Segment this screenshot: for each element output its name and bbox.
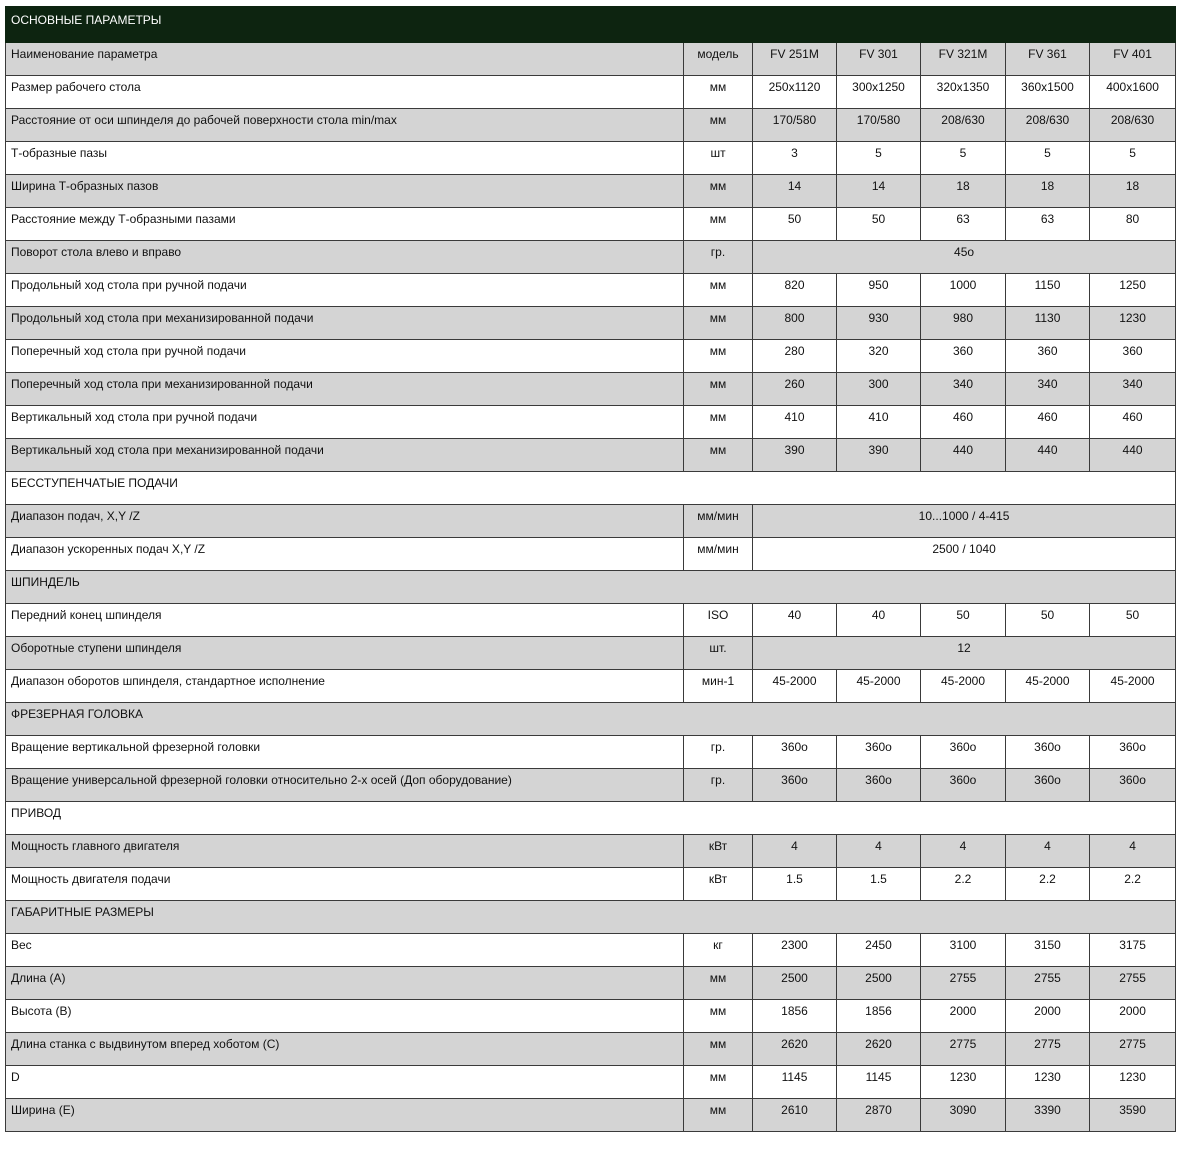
param-name: Оборотные ступени шпинделя bbox=[6, 637, 684, 670]
header-model: FV 401 bbox=[1090, 43, 1176, 76]
param-value: 360о bbox=[1006, 769, 1090, 802]
param-value: 2000 bbox=[921, 1000, 1006, 1033]
param-unit: мм bbox=[684, 274, 753, 307]
param-unit: мм bbox=[684, 208, 753, 241]
section-header-row bbox=[6, 802, 1176, 835]
param-unit: шт bbox=[684, 142, 753, 175]
param-unit: мм bbox=[684, 1033, 753, 1066]
table-row bbox=[6, 835, 1176, 868]
param-value: 3150 bbox=[1006, 934, 1090, 967]
param-name: Диапазон подач, X,Y /Z bbox=[6, 505, 684, 538]
table-row bbox=[6, 505, 1176, 538]
param-value: 360о bbox=[1006, 736, 1090, 769]
header-row bbox=[6, 43, 1176, 76]
param-value: 50 bbox=[1006, 604, 1090, 637]
param-value: 440 bbox=[921, 439, 1006, 472]
param-value: 208/630 bbox=[1090, 109, 1176, 142]
section-header-row bbox=[6, 703, 1176, 736]
param-unit: гр. bbox=[684, 769, 753, 802]
param-value: 2755 bbox=[1006, 967, 1090, 1000]
param-value: 45-2000 bbox=[837, 670, 921, 703]
spec-table-container bbox=[5, 6, 1175, 1132]
param-value: 360о bbox=[921, 769, 1006, 802]
table-row bbox=[6, 406, 1176, 439]
param-value: 2500 bbox=[837, 967, 921, 1000]
param-value: 2610 bbox=[753, 1099, 837, 1132]
table-row bbox=[6, 1000, 1176, 1033]
param-unit: мм bbox=[684, 340, 753, 373]
spec-table-body bbox=[6, 7, 1176, 1132]
param-value: 360о bbox=[921, 736, 1006, 769]
param-value: 820 bbox=[753, 274, 837, 307]
param-name: Передний конец шпинделя bbox=[6, 604, 684, 637]
table-row bbox=[6, 109, 1176, 142]
table-row bbox=[6, 1099, 1176, 1132]
param-name: Вертикальный ход стола при ручной подачи bbox=[6, 406, 684, 439]
param-value: 3175 bbox=[1090, 934, 1176, 967]
param-unit: мм bbox=[684, 406, 753, 439]
param-value: 208/630 bbox=[1006, 109, 1090, 142]
param-value: 410 bbox=[837, 406, 921, 439]
table-row bbox=[6, 439, 1176, 472]
param-value: 950 bbox=[837, 274, 921, 307]
section-title: ШПИНДЕЛЬ bbox=[6, 571, 1176, 604]
param-value: 3100 bbox=[921, 934, 1006, 967]
param-name: Вертикальный ход стола при механизированной подачи bbox=[6, 439, 684, 472]
table-row bbox=[6, 175, 1176, 208]
param-value: 63 bbox=[921, 208, 1006, 241]
param-unit: мм bbox=[684, 109, 753, 142]
param-value: 460 bbox=[1090, 406, 1176, 439]
param-value: 2775 bbox=[1090, 1033, 1176, 1066]
header-model: FV 361 bbox=[1006, 43, 1090, 76]
param-value: 170/580 bbox=[753, 109, 837, 142]
param-value: 80 bbox=[1090, 208, 1176, 241]
param-value: 320 bbox=[837, 340, 921, 373]
table-row bbox=[6, 934, 1176, 967]
param-value: 440 bbox=[1006, 439, 1090, 472]
table-row bbox=[6, 208, 1176, 241]
param-value: 5 bbox=[1006, 142, 1090, 175]
param-value: 1150 bbox=[1006, 274, 1090, 307]
table-row bbox=[6, 1066, 1176, 1099]
param-value: 460 bbox=[1006, 406, 1090, 439]
param-unit: мин-1 bbox=[684, 670, 753, 703]
param-value: 390 bbox=[753, 439, 837, 472]
param-value: 360о bbox=[1090, 736, 1176, 769]
param-value: 1230 bbox=[1090, 1066, 1176, 1099]
param-value: 45-2000 bbox=[1006, 670, 1090, 703]
section-title: ПРИВОД bbox=[6, 802, 1176, 835]
param-value: 800 bbox=[753, 307, 837, 340]
param-name: Вращение универсальной фрезерной головки относительно 2-х осей (Доп оборудование) bbox=[6, 769, 684, 802]
header-param: Наименование параметра bbox=[6, 43, 684, 76]
param-value: 2775 bbox=[1006, 1033, 1090, 1066]
param-value: 360x1500 bbox=[1006, 76, 1090, 109]
param-name: Мощность двигателя подачи bbox=[6, 868, 684, 901]
param-value: 50 bbox=[753, 208, 837, 241]
table-row bbox=[6, 967, 1176, 1000]
param-unit: кг bbox=[684, 934, 753, 967]
table-row bbox=[6, 142, 1176, 175]
param-value: 2775 bbox=[921, 1033, 1006, 1066]
param-name: Высота (В) bbox=[6, 1000, 684, 1033]
table-row bbox=[6, 604, 1176, 637]
param-name: Т-образные пазы bbox=[6, 142, 684, 175]
param-value: 1000 bbox=[921, 274, 1006, 307]
param-name: Длина (А) bbox=[6, 967, 684, 1000]
section-header-row bbox=[6, 901, 1176, 934]
param-value: 360о bbox=[837, 736, 921, 769]
param-value: 208/630 bbox=[921, 109, 1006, 142]
table-row bbox=[6, 868, 1176, 901]
param-unit: мм/мин bbox=[684, 505, 753, 538]
param-unit: мм bbox=[684, 439, 753, 472]
section-header-row bbox=[6, 571, 1176, 604]
param-value: 280 bbox=[753, 340, 837, 373]
param-value-merged: 10...1000 / 4-415 bbox=[753, 505, 1176, 538]
param-value: 930 bbox=[837, 307, 921, 340]
param-value: 4 bbox=[753, 835, 837, 868]
param-value: 440 bbox=[1090, 439, 1176, 472]
section-title: БЕССТУПЕНЧАТЫЕ ПОДАЧИ bbox=[6, 472, 1176, 505]
param-value: 3090 bbox=[921, 1099, 1006, 1132]
param-value: 14 bbox=[837, 175, 921, 208]
param-value: 2620 bbox=[753, 1033, 837, 1066]
param-value-merged: 45о bbox=[753, 241, 1176, 274]
param-value: 2870 bbox=[837, 1099, 921, 1132]
param-name: Длина станка с выдвинутом вперед хоботом (С) bbox=[6, 1033, 684, 1066]
param-value: 1250 bbox=[1090, 274, 1176, 307]
param-value: 2620 bbox=[837, 1033, 921, 1066]
param-value: 5 bbox=[921, 142, 1006, 175]
param-value: 50 bbox=[837, 208, 921, 241]
param-value: 45-2000 bbox=[753, 670, 837, 703]
param-unit: мм bbox=[684, 1099, 753, 1132]
param-value: 3 bbox=[753, 142, 837, 175]
param-value: 390 bbox=[837, 439, 921, 472]
param-name: Диапазон ускоренных подач X,Y /Z bbox=[6, 538, 684, 571]
section-title: ГАБАРИТНЫЕ РАЗМЕРЫ bbox=[6, 901, 1176, 934]
param-value: 400x1600 bbox=[1090, 76, 1176, 109]
param-value: 360о bbox=[837, 769, 921, 802]
param-value: 1230 bbox=[921, 1066, 1006, 1099]
param-value: 2.2 bbox=[921, 868, 1006, 901]
header-unit: модель bbox=[684, 43, 753, 76]
table-row bbox=[6, 736, 1176, 769]
table-row bbox=[6, 274, 1176, 307]
param-name: Поперечный ход стола при механизированной подачи bbox=[6, 373, 684, 406]
param-value: 14 bbox=[753, 175, 837, 208]
param-value: 50 bbox=[921, 604, 1006, 637]
param-value: 250x1120 bbox=[753, 76, 837, 109]
param-value: 1130 bbox=[1006, 307, 1090, 340]
param-name: D bbox=[6, 1066, 684, 1099]
param-value: 980 bbox=[921, 307, 1006, 340]
param-value: 4 bbox=[1090, 835, 1176, 868]
param-unit: ISO bbox=[684, 604, 753, 637]
param-value: 2.2 bbox=[1006, 868, 1090, 901]
header-model: FV 251M bbox=[753, 43, 837, 76]
param-value: 2300 bbox=[753, 934, 837, 967]
param-value: 4 bbox=[921, 835, 1006, 868]
param-value: 2755 bbox=[921, 967, 1006, 1000]
param-name: Размер рабочего стола bbox=[6, 76, 684, 109]
param-value: 360о bbox=[753, 769, 837, 802]
table-row bbox=[6, 76, 1176, 109]
param-value: 18 bbox=[1006, 175, 1090, 208]
param-value: 1856 bbox=[837, 1000, 921, 1033]
param-value: 340 bbox=[921, 373, 1006, 406]
param-value: 360 bbox=[1090, 340, 1176, 373]
section-header-row bbox=[6, 472, 1176, 505]
param-value: 40 bbox=[837, 604, 921, 637]
param-value: 2000 bbox=[1090, 1000, 1176, 1033]
param-value: 2.2 bbox=[1090, 868, 1176, 901]
table-row bbox=[6, 538, 1176, 571]
param-value: 5 bbox=[837, 142, 921, 175]
param-value: 2000 bbox=[1006, 1000, 1090, 1033]
param-name: Ширина Т-образных пазов bbox=[6, 175, 684, 208]
param-value: 5 bbox=[1090, 142, 1176, 175]
param-unit: мм bbox=[684, 1066, 753, 1099]
table-row bbox=[6, 769, 1176, 802]
section-title: ФРЕЗЕРНАЯ ГОЛОВКА bbox=[6, 703, 1176, 736]
param-value: 1.5 bbox=[753, 868, 837, 901]
param-value: 45-2000 bbox=[1090, 670, 1176, 703]
param-value: 320x1350 bbox=[921, 76, 1006, 109]
param-value: 3590 bbox=[1090, 1099, 1176, 1132]
param-value: 4 bbox=[837, 835, 921, 868]
param-value: 410 bbox=[753, 406, 837, 439]
param-value: 170/580 bbox=[837, 109, 921, 142]
param-unit: мм bbox=[684, 76, 753, 109]
param-unit: мм bbox=[684, 373, 753, 406]
param-value: 360о bbox=[1090, 769, 1176, 802]
param-value: 4 bbox=[1006, 835, 1090, 868]
param-value: 1230 bbox=[1090, 307, 1176, 340]
param-value: 1230 bbox=[1006, 1066, 1090, 1099]
param-value: 1856 bbox=[753, 1000, 837, 1033]
table-title: ОСНОВНЫЕ ПАРАМЕТРЫ bbox=[6, 7, 1176, 43]
header-model: FV 321M bbox=[921, 43, 1006, 76]
param-value: 63 bbox=[1006, 208, 1090, 241]
param-name: Вес bbox=[6, 934, 684, 967]
param-name: Продольный ход стола при механизированной подачи bbox=[6, 307, 684, 340]
param-name: Мощность главного двигателя bbox=[6, 835, 684, 868]
param-value: 45-2000 bbox=[921, 670, 1006, 703]
param-unit: мм/мин bbox=[684, 538, 753, 571]
param-value: 50 bbox=[1090, 604, 1176, 637]
param-name: Поперечный ход стола при ручной подачи bbox=[6, 340, 684, 373]
param-value: 300x1250 bbox=[837, 76, 921, 109]
param-value: 300 bbox=[837, 373, 921, 406]
param-value: 2450 bbox=[837, 934, 921, 967]
table-row bbox=[6, 1033, 1176, 1066]
param-value: 1.5 bbox=[837, 868, 921, 901]
table-row bbox=[6, 373, 1176, 406]
table-row bbox=[6, 637, 1176, 670]
param-value: 1145 bbox=[753, 1066, 837, 1099]
table-row bbox=[6, 340, 1176, 373]
param-value: 3390 bbox=[1006, 1099, 1090, 1132]
spec-table bbox=[5, 6, 1176, 1132]
param-value: 340 bbox=[1006, 373, 1090, 406]
param-value: 18 bbox=[921, 175, 1006, 208]
param-unit: мм bbox=[684, 1000, 753, 1033]
param-value: 2755 bbox=[1090, 967, 1176, 1000]
param-value: 360 bbox=[1006, 340, 1090, 373]
param-name: Расстояние от оси шпинделя до рабочей поверхности стола min/max bbox=[6, 109, 684, 142]
param-value: 1145 bbox=[837, 1066, 921, 1099]
param-unit: кВт bbox=[684, 835, 753, 868]
param-value: 40 bbox=[753, 604, 837, 637]
param-name: Поворот стола влево и вправо bbox=[6, 241, 684, 274]
param-value: 18 bbox=[1090, 175, 1176, 208]
header-model: FV 301 bbox=[837, 43, 921, 76]
param-value: 260 bbox=[753, 373, 837, 406]
param-value-merged: 12 bbox=[753, 637, 1176, 670]
param-unit: гр. bbox=[684, 241, 753, 274]
param-name: Вращение вертикальной фрезерной головки bbox=[6, 736, 684, 769]
table-row bbox=[6, 241, 1176, 274]
param-unit: мм bbox=[684, 307, 753, 340]
param-unit: мм bbox=[684, 175, 753, 208]
param-name: Расстояние между Т-образными пазами bbox=[6, 208, 684, 241]
param-value: 340 bbox=[1090, 373, 1176, 406]
param-unit: шт. bbox=[684, 637, 753, 670]
table-row bbox=[6, 670, 1176, 703]
table-row bbox=[6, 307, 1176, 340]
param-name: Продольный ход стола при ручной подачи bbox=[6, 274, 684, 307]
param-value: 360о bbox=[753, 736, 837, 769]
param-unit: кВт bbox=[684, 868, 753, 901]
table-title-row bbox=[6, 7, 1176, 43]
param-value: 2500 bbox=[753, 967, 837, 1000]
param-unit: гр. bbox=[684, 736, 753, 769]
param-value: 460 bbox=[921, 406, 1006, 439]
param-unit: мм bbox=[684, 967, 753, 1000]
param-name: Диапазон оборотов шпинделя, стандартное исполнение bbox=[6, 670, 684, 703]
param-value-merged: 2500 / 1040 bbox=[753, 538, 1176, 571]
param-value: 360 bbox=[921, 340, 1006, 373]
param-name: Ширина (Е) bbox=[6, 1099, 684, 1132]
